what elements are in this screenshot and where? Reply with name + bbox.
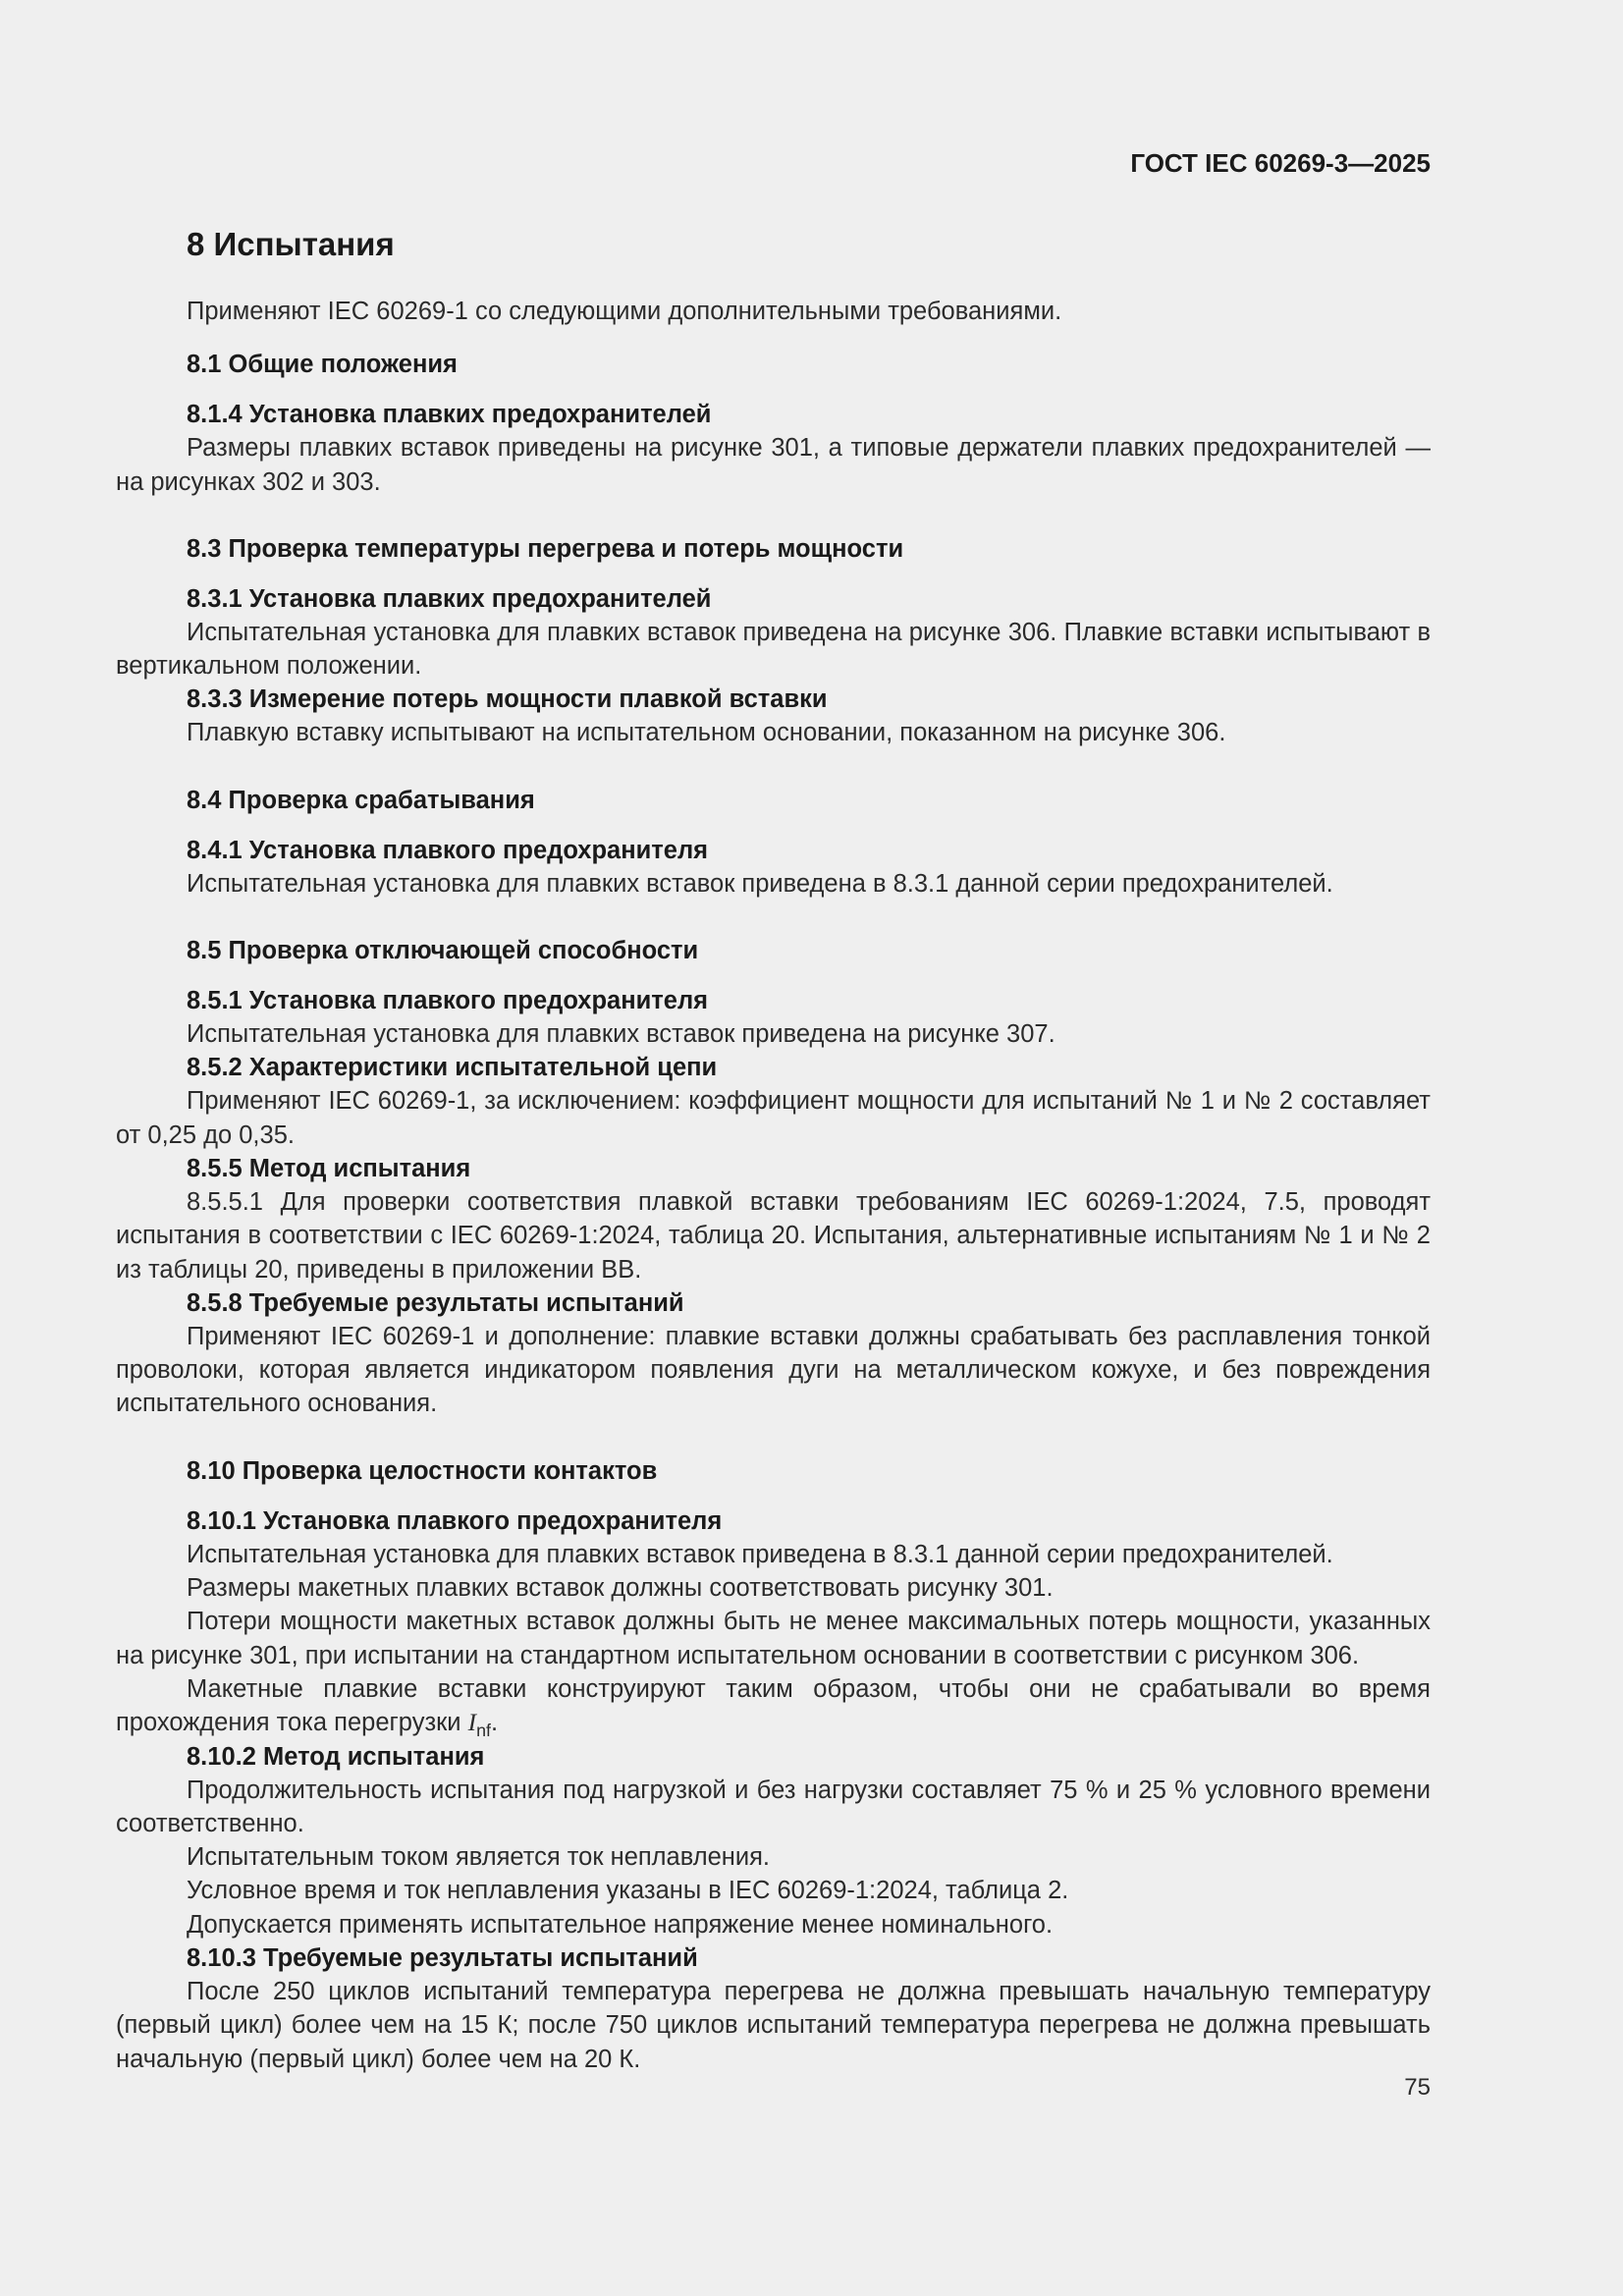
section-8-5-8-title: 8.5.8 Требуемые результаты испытаний (187, 1288, 684, 1317)
section-8-3-title: 8.3 Проверка температуры перегрева и потерь мощности (187, 534, 904, 563)
section-8-10-1-para-4 (116, 1672, 1431, 1740)
section-8-3-3-text: Плавкую вставку испытывают на испытательном основании, показанном на рисунке 306. (187, 719, 1226, 747)
section-8-5-2-title: 8.5.2 Характеристики испытательной цепи (187, 1054, 718, 1082)
section-8-3-1-text: Испытательная установка для плавких вставок приведена на рисунке 306. Плавкие вставки испытывают в вертикальном положении. (116, 618, 1431, 681)
page-number: 75 (1404, 2074, 1431, 2101)
section-8-5-5-title: 8.5.5 Метод испытания (187, 1154, 471, 1182)
section-8-10-2-title: 8.10.2 Метод испытания (187, 1742, 485, 1771)
document-code: ГОСТ IEC 60269-3—2025 (1130, 148, 1431, 178)
section-8-10-2-para-4: Допускается применять испытательное напряжение менее номинального. (187, 1910, 1054, 1939)
section-8-5-1-title: 8.5.1 Установка плавкого предохранителя (187, 987, 709, 1015)
section-8-4-title: 8.4 Проверка срабатывания (187, 786, 535, 814)
section-8-10-2-para-1: Продолжительность испытания под нагрузкой и без нагрузки составляет 75 % и 25 % условного времени соответственно. (116, 1776, 1431, 1837)
section-8-10-3-text: После 250 циклов испытаний температура перегрева не должна превышать начальную температуру (первый цикл) более чем на 15 К; после 750 циклов испытаний температура перегрева не должна превышать начальную (первый цикл) более чем на 20 К. (116, 1978, 1431, 2073)
current-symbol: I (467, 1708, 477, 1737)
section-8-10-1-para-1: Испытательная установка для плавких вставок приведена в 8.3.1 данной серии предохранителей. (187, 1540, 1333, 1568)
current-symbol-subscript: nf (476, 1721, 492, 1741)
section-8-1-4-title: 8.1.4 Установка плавких предохранителей (187, 401, 712, 429)
section-8-10-2-para-2: Испытательным током является ток неплавления. (187, 1843, 770, 1872)
document-body (116, 222, 1431, 2076)
section-8-5-title: 8.5 Проверка отключающей способности (187, 937, 699, 965)
section-8-4-1-text: Испытательная установка для плавких вставок приведена в 8.3.1 данной серии предохранителей. (187, 869, 1333, 898)
section-8-3-3-title: 8.3.3 Измерение потерь мощности плавкой вставки (187, 685, 828, 714)
section-8-1-4-text: Размеры плавких вставок приведены на рисунке 301, а типовые держатели плавких предохранителей — на рисунках 302 и 303. (116, 434, 1431, 496)
section-8-title: 8 Испытания (187, 226, 395, 262)
section-8-10-1-para-4-end: . (491, 1709, 499, 1737)
section-8-5-2-text: Применяют IEC 60269-1, за исключением: коэффициент мощности для испытаний № 1 и № 2 составляет от 0,25 до 0,35. (116, 1087, 1431, 1149)
section-8-intro: Применяют IEC 60269-1 со следующими дополнительными требованиями. (187, 298, 1062, 325)
section-8-4-1-title: 8.4.1 Установка плавкого предохранителя (187, 836, 709, 864)
section-8-10-1-para-3: Потери мощности макетных вставок должны быть не менее максимальных потерь мощности, указанных на рисунке 301, при испытании на стандартном испытательном основании в соответствии с рисунком 306. (116, 1608, 1431, 1669)
section-8-5-5-text: 8.5.5.1 Для проверки соответствия плавкой вставки требованиям IEC 60269-1:2024, 7.5, проводят испытания в соответствии с IEC 60269-1:2024, таблица 20. Испытания, альтернативные испытаниям № 1 и № 2 из таблицы 20, приведены в приложении ВВ. (116, 1187, 1431, 1284)
section-8-3-1-title: 8.3.1 Установка плавких предохранителей (187, 584, 712, 613)
section-8-10-1-para-4-text: Макетные плавкие вставки конструируют таким образом, чтобы они не срабатывали во время прохождения тока перегрузки (116, 1674, 1431, 1737)
section-8-10-title: 8.10 Проверка целостности контактов (187, 1456, 658, 1485)
section-8-10-1-title: 8.10.1 Установка плавкого предохранителя (187, 1506, 723, 1535)
section-8-5-1-text: Испытательная установка для плавких вставок приведена на рисунке 307. (187, 1020, 1055, 1049)
section-8-1-title: 8.1 Общие положения (187, 351, 458, 379)
section-8-10-2-para-3: Условное время и ток неплавления указаны в IEC 60269-1:2024, таблица 2. (187, 1877, 1069, 1905)
section-8-5-8-text: Применяют IEC 60269-1 и дополнение: плавкие вставки должны срабатывать без расплавления тонкой проволоки, которая является индикатором появления дуги на металлическом кожухе, и без повреждения испытательного основания. (116, 1322, 1431, 1418)
section-8-10-3-title: 8.10.3 Требуемые результаты испытаний (187, 1944, 698, 1973)
section-8-10-1-para-2: Размеры макетных плавких вставок должны соответствовать рисунку 301. (187, 1574, 1054, 1603)
